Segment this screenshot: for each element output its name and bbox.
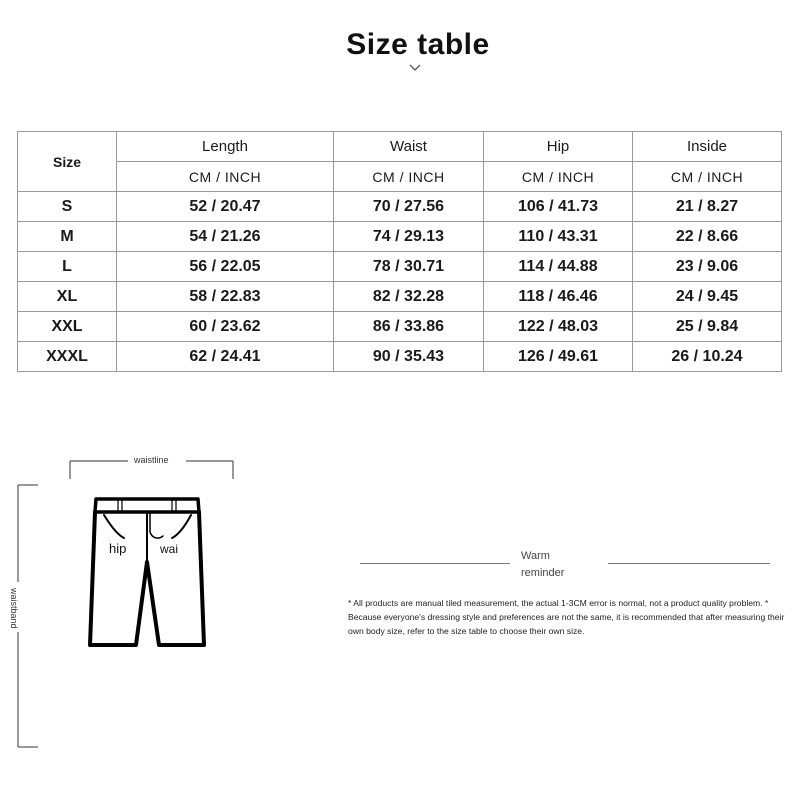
inside-cell: 26 / 10.24 [633,342,782,372]
inside-cell: 25 / 9.84 [633,312,782,342]
size-cell: XL [18,282,117,312]
length-cell: 52 / 20.47 [117,192,334,222]
unit-label: CM / INCH [484,162,633,192]
hip-label: hip [109,541,127,556]
column-header-inside: Inside [633,132,782,162]
waist-cell: 86 / 33.86 [334,312,484,342]
hip-cell: 114 / 44.88 [484,252,633,282]
unit-header-row [18,162,782,192]
measurement-diagram [0,440,280,760]
unit-label: CM / INCH [334,162,484,192]
hip-cell: 122 / 48.03 [484,312,633,342]
column-header-waist: Waist [334,132,484,162]
wai-label: wai [160,542,179,556]
size-cell: XXXL [18,342,117,372]
table-header-row [18,132,782,162]
waist-cell: 82 / 32.28 [334,282,484,312]
pants-icon [90,499,204,645]
reminder-line-1: Warm [521,550,550,562]
waist-cell: 70 / 27.56 [334,192,484,222]
waist-cell: 78 / 30.71 [334,252,484,282]
length-cell: 60 / 23.62 [117,312,334,342]
inside-cell: 21 / 8.27 [633,192,782,222]
unit-label: CM / INCH [633,162,782,192]
hip-cell: 118 / 46.46 [484,282,633,312]
length-cell: 56 / 22.05 [117,252,334,282]
table-row [18,192,782,222]
size-cell: M [18,222,117,252]
table-row [18,252,782,282]
warm-reminder-heading [521,548,601,582]
table-row [18,222,782,252]
reminder-note: * All products are manual tiled measurement, the actual 1-3CM error is normal, not a product quality problem. * Because everyone's dressing style and preferences are not the same, it is recommended that after measuring their own body size, refer to the size table to choose their own size. [348,598,785,636]
reminder-divider-right [608,563,770,564]
unit-label: CM / INCH [117,162,334,192]
waistband-label: waistband [9,588,19,629]
table-row [18,342,782,372]
length-cell: 54 / 21.26 [117,222,334,252]
inside-cell: 22 / 8.66 [633,222,782,252]
length-cell: 62 / 24.41 [117,342,334,372]
column-header-length: Length [117,132,334,162]
size-cell: L [18,252,117,282]
inside-cell: 23 / 9.06 [633,252,782,282]
table-row [18,312,782,342]
column-header-hip: Hip [484,132,633,162]
hip-cell: 106 / 41.73 [484,192,633,222]
hip-cell: 110 / 43.31 [484,222,633,252]
waist-cell: 90 / 35.43 [334,342,484,372]
size-table [17,131,782,372]
reminder-divider-left [360,563,510,564]
hip-cell: 126 / 49.61 [484,342,633,372]
size-column-header: Size [18,132,117,192]
length-cell: 58 / 22.83 [117,282,334,312]
size-cell: XXL [18,312,117,342]
page-title: Size table [346,28,490,61]
waistline-label: waistline [134,455,169,465]
size-cell: S [18,192,117,222]
waistband-bracket [18,485,38,747]
chevron-down-icon [409,64,421,72]
inside-cell: 24 / 9.45 [633,282,782,312]
table-row [18,282,782,312]
reminder-line-2: reminder [521,567,565,579]
waist-cell: 74 / 29.13 [334,222,484,252]
